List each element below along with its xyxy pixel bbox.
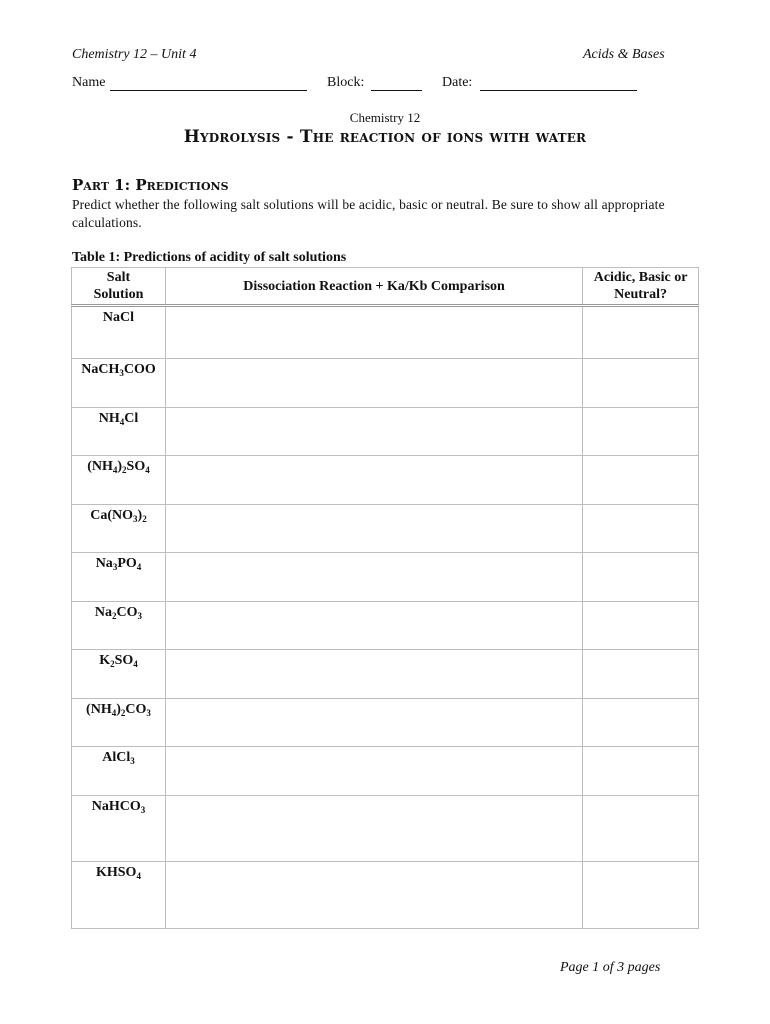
acidity-answer-cell[interactable] <box>583 796 699 862</box>
formula-part: PO <box>117 556 137 571</box>
acidity-answer-cell[interactable] <box>583 602 699 650</box>
formula-part: Ca(NO <box>90 508 134 523</box>
formula-part: ) <box>117 459 123 474</box>
dissociation-answer-cell[interactable] <box>165 602 582 650</box>
table-row <box>72 650 699 699</box>
header-salt-solution <box>72 268 166 306</box>
table-row <box>72 306 699 359</box>
acidity-answer-cell[interactable] <box>583 456 699 505</box>
header-acidity-line2: Neutral? <box>614 287 668 302</box>
dissociation-answer-cell[interactable] <box>165 505 582 553</box>
dissociation-answer-cell[interactable] <box>165 650 582 699</box>
page-footer: Page 1 of 3 pages <box>560 960 661 975</box>
salt-formula-cell <box>72 359 166 408</box>
salt-formula-cell <box>72 602 166 650</box>
dissociation-answer-cell[interactable] <box>165 306 582 359</box>
formula-part: NaCH <box>81 362 120 377</box>
header-unit-topic: Acids & Bases <box>583 47 665 62</box>
salt-formula-cell <box>72 747 166 796</box>
formula-part: K <box>99 653 111 668</box>
formula-part: KHSO <box>95 865 137 880</box>
subject-line: Chemistry 12 <box>349 110 421 125</box>
block-blank[interactable] <box>371 90 422 91</box>
formula-subscript: 3 <box>130 756 135 766</box>
formula-part: Cl <box>124 411 139 426</box>
table-row <box>72 456 699 505</box>
formula-subscript: 2 <box>122 465 127 475</box>
table-row <box>72 862 699 929</box>
formula-part: Na <box>95 556 113 571</box>
header-dissociation: Dissociation Reaction + Ka/Kb Comparison <box>165 268 582 306</box>
header-salt-line1: Salt <box>106 270 131 285</box>
header-acidity-line1: Acidic, Basic or <box>593 270 688 285</box>
header-course: Chemistry 12 – Unit 4 <box>72 47 197 62</box>
acidity-answer-cell[interactable] <box>583 553 699 602</box>
table-row <box>72 699 699 747</box>
instructions: Predict whether the following salt solutions will be acidic, basic or neutral. Be sure to show all appropriate calculations. <box>72 197 665 230</box>
formula-subscript: 3 <box>133 514 138 524</box>
table-row <box>72 359 699 408</box>
formula-part: COO <box>123 362 156 377</box>
formula-subscript: 3 <box>137 611 143 621</box>
part-heading: Part 1: Predictions <box>72 176 229 194</box>
formula-subscript: 2 <box>110 659 115 669</box>
date-label: Date: <box>442 75 473 90</box>
formula-part: Na <box>94 605 113 620</box>
acidity-answer-cell[interactable] <box>583 408 699 456</box>
formula-subscript: 2 <box>120 708 126 718</box>
acidity-answer-cell[interactable] <box>583 650 699 699</box>
formula-part: NaCl <box>102 310 135 325</box>
formula-subscript: 4 <box>145 465 150 475</box>
formula-subscript: 3 <box>146 708 151 718</box>
formula-subscript: 2 <box>142 514 147 524</box>
salt-formula-cell <box>72 505 166 553</box>
formula-part: CO <box>116 605 138 620</box>
acidity-answer-cell[interactable] <box>583 505 699 553</box>
dissociation-answer-cell[interactable] <box>165 553 582 602</box>
header-acidity <box>583 268 699 306</box>
table-row <box>72 408 699 456</box>
salt-formula-cell <box>72 862 166 929</box>
formula-subscript: 4 <box>136 871 141 881</box>
formula-part: CO <box>125 702 147 717</box>
table-header-row <box>72 268 699 306</box>
table-row <box>72 505 699 553</box>
table-caption: Table 1: Predictions of acidity of salt solutions <box>72 250 347 265</box>
dissociation-answer-cell[interactable] <box>165 796 582 862</box>
formula-subscript: 4 <box>111 708 117 718</box>
salt-formula-cell <box>72 796 166 862</box>
formula-part: SO <box>114 653 134 668</box>
formula-subscript: 4 <box>119 417 125 427</box>
predictions-table <box>71 267 699 929</box>
salt-formula-cell <box>72 456 166 505</box>
formula-part: SO <box>126 459 146 474</box>
table-row <box>72 747 699 796</box>
formula-part: AlCl <box>102 750 131 765</box>
formula-subscript: 2 <box>112 611 117 621</box>
name-blank[interactable] <box>110 90 307 91</box>
formula-subscript: 4 <box>112 465 118 475</box>
table-row <box>72 553 699 602</box>
table-row <box>72 602 699 650</box>
dissociation-answer-cell[interactable] <box>165 862 582 929</box>
dissociation-answer-cell[interactable] <box>165 699 582 747</box>
formula-subscript: 4 <box>133 659 138 669</box>
formula-part: ) <box>116 702 121 717</box>
dissociation-answer-cell[interactable] <box>165 747 582 796</box>
salt-formula-cell <box>72 408 166 456</box>
salt-formula-cell <box>72 306 166 359</box>
formula-part: (NH <box>87 459 113 474</box>
dissociation-answer-cell[interactable] <box>165 408 582 456</box>
acidity-answer-cell[interactable] <box>583 306 699 359</box>
salt-formula-cell <box>72 650 166 699</box>
dissociation-answer-cell[interactable] <box>165 359 582 408</box>
salt-formula-cell <box>72 699 166 747</box>
page-title: Hydrolysis - The reaction of ions with water <box>183 127 587 147</box>
name-label: Name <box>72 75 106 90</box>
formula-part: ) <box>137 508 143 523</box>
block-label: Block: <box>327 75 365 90</box>
formula-subscript: 3 <box>140 805 146 815</box>
acidity-answer-cell[interactable] <box>583 862 699 929</box>
table-row <box>72 796 699 862</box>
date-blank[interactable] <box>480 90 637 91</box>
formula-part: NaHCO <box>91 799 141 814</box>
acidity-answer-cell[interactable] <box>583 699 699 747</box>
salt-formula-cell <box>72 553 166 602</box>
formula-subscript: 3 <box>119 368 124 378</box>
acidity-answer-cell[interactable] <box>583 359 699 408</box>
student-info-row <box>72 75 672 95</box>
formula-part: (NH <box>86 702 112 717</box>
dissociation-answer-cell[interactable] <box>165 456 582 505</box>
formula-part: NH <box>98 411 120 426</box>
header-salt-line2: Solution <box>93 287 144 302</box>
formula-subscript: 3 <box>112 562 118 572</box>
acidity-answer-cell[interactable] <box>583 747 699 796</box>
formula-subscript: 4 <box>136 562 142 572</box>
